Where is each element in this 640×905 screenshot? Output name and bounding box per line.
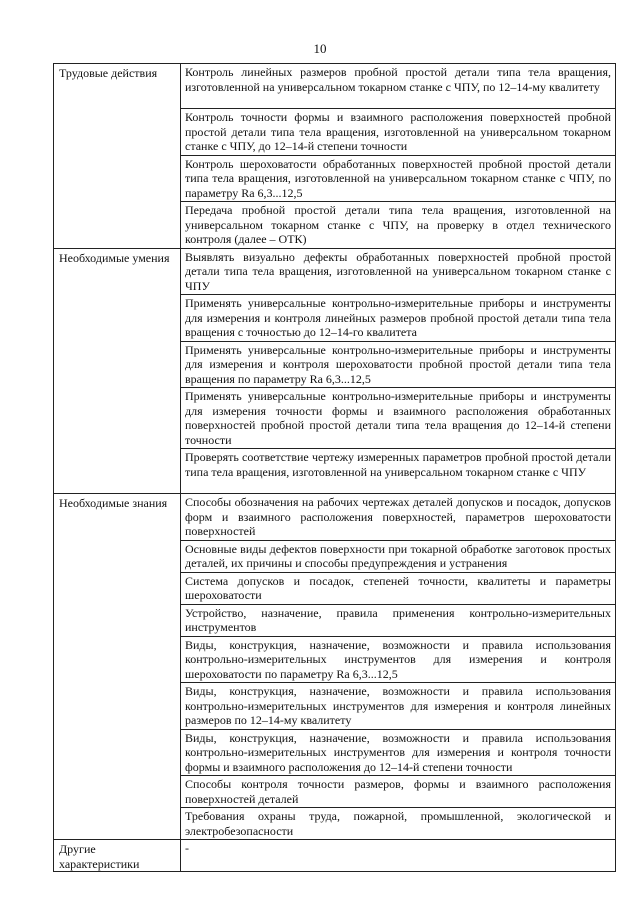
table-row — [54, 248, 616, 295]
competency-table — [53, 63, 616, 872]
table-cell: - — [181, 840, 616, 872]
table-row — [54, 494, 616, 541]
table-cell: Применять универсальные контрольно-измерительные приборы и инструменты для измерения точности формы и взаимного расположения обработанных поверхностей пробной простой детали типа тела вращения до 12–14-й степени точности — [181, 388, 616, 449]
table-cell: Система допусков и посадок, степеней точности, квалитеты и параметры шероховатости — [181, 572, 616, 604]
table-cell: Контроль линейных размеров пробной простой детали типа тела вращения, изготовленной на универсальном токарном станке с ЧПУ, по 12–14-му квалитету — [181, 64, 616, 109]
row-label-required-knowledge: Необходимые знания — [54, 494, 181, 840]
table-cell: Контроль шероховатости обработанных поверхностей пробной простой детали типа тела вращения, изготовленной на универсальном токарном станке с ЧПУ, по параметру Ra 6,3...12,5 — [181, 155, 616, 202]
table-row — [54, 64, 616, 109]
table-cell: Выявлять визуально дефекты обработанных поверхностей пробной простой детали типа тела вращения, изготовленной на универсальном токарном станке с ЧПУ — [181, 248, 616, 295]
row-label-labor-actions: Трудовые действия — [54, 64, 181, 249]
table-cell: Контроль точности формы и взаимного расположения поверхностей пробной простой детали типа тела вращения, изготовленной на универсальном токарном станке с ЧПУ, до 12–14-й степени точности — [181, 109, 616, 156]
table-row — [54, 840, 616, 872]
page-number: 10 — [313, 41, 327, 56]
table-cell: Применять универсальные контрольно-измерительные приборы и инструменты для измерения и контроля линейных размеров пробной простой детали типа тела вращения с точностью до 12–14-го квалитета — [181, 295, 616, 342]
table-cell: Виды, конструкция, назначение, возможности и правила использования контрольно-измерительных инструментов для измерения и контроля линейных размеров по 12–14-му квалитету — [181, 683, 616, 730]
row-label-required-skills: Необходимые умения — [54, 248, 181, 494]
table-cell: Виды, конструкция, назначение, возможности и правила использования контрольно-измерительных инструментов для измерения и контроля точности формы и взаимного расположения до 12–14-й степени точности — [181, 729, 616, 776]
table-cell: Проверять соответствие чертежу измеренных параметров пробной простой детали типа тела вращения, изготовленной на универсальном токарном станке с ЧПУ — [181, 449, 616, 494]
row-label-other-characteristics: Другие характеристики — [54, 840, 181, 872]
table-cell: Передача пробной простой детали типа тела вращения, изготовленной на универсальном токарном станке с ЧПУ, на проверку в отдел технического контроля (далее – ОТК) — [181, 202, 616, 249]
table-cell: Требования охраны труда, пожарной, промышленной, экологической и электробезопасности — [181, 808, 616, 840]
table-cell: Способы контроля точности размеров, формы и взаимного расположения поверхностей деталей — [181, 776, 616, 808]
table-cell: Способы обозначения на рабочих чертежах деталей допусков и посадок, допусков форм и взаимного расположения поверхностей, параметров шероховатости поверхностей — [181, 494, 616, 541]
table-cell: Основные виды дефектов поверхности при токарной обработке заготовок простых деталей, их причины и способы предупреждения и устранения — [181, 540, 616, 572]
table-cell: Виды, конструкция, назначение, возможности и правила использования контрольно-измерительных инструментов для измерения и контроля шероховатости по параметру Ra 6,3...12,5 — [181, 636, 616, 683]
table-cell: Применять универсальные контрольно-измерительные приборы и инструменты для измерения и контроля шероховатости пробной простой детали типа тела вращения по параметру Ra 6,3...12,5 — [181, 341, 616, 388]
table-cell: Устройство, назначение, правила применения контрольно-измерительных инструментов — [181, 604, 616, 636]
